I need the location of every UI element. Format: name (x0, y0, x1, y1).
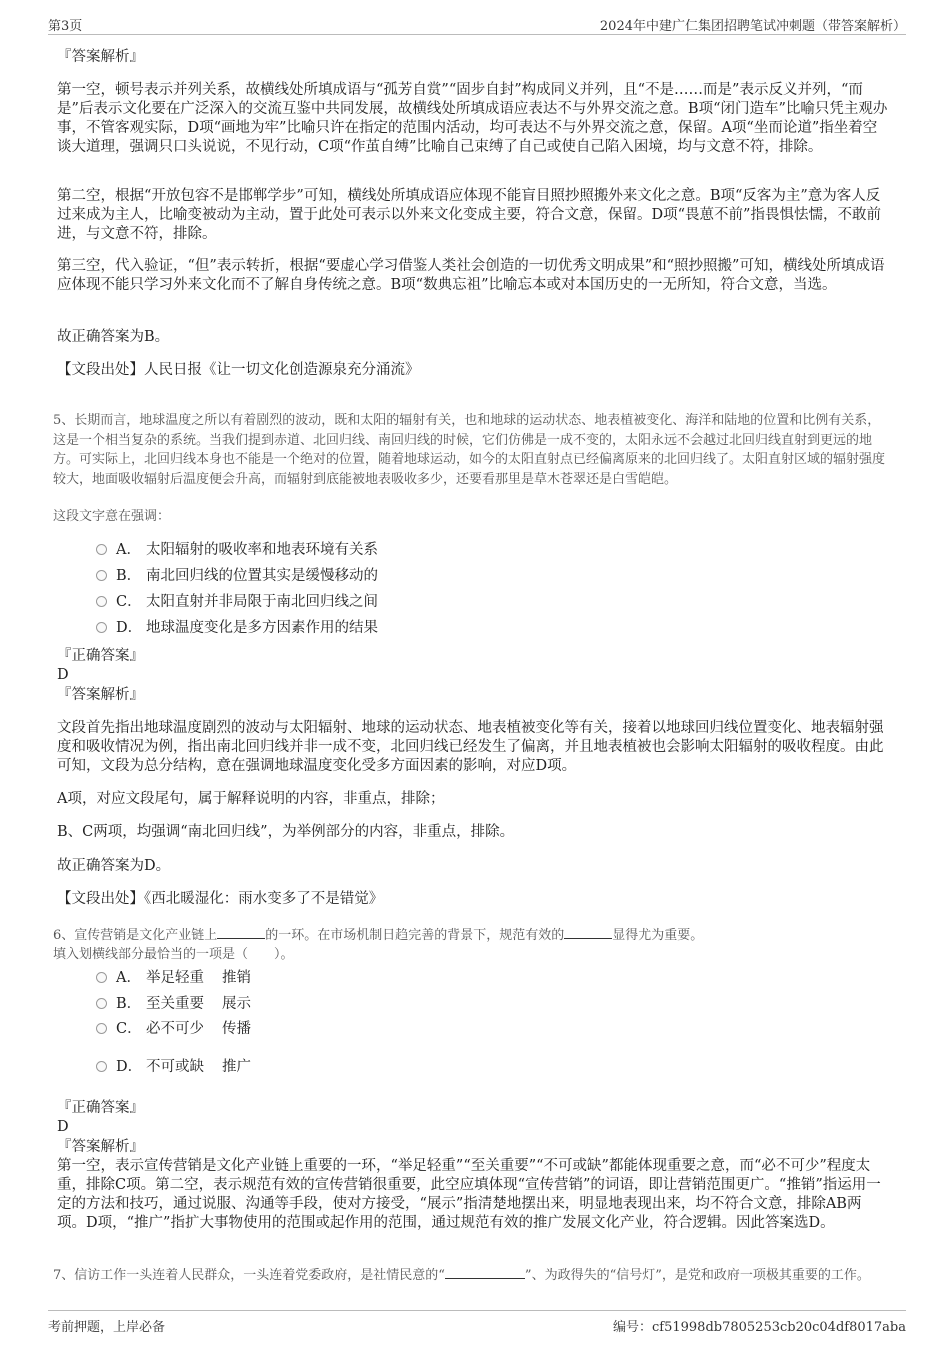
q5-option-a[interactable]: A． 太阳辐射的吸收率和地表环境有关系 (96, 540, 378, 560)
q5-analysis-p3: B、C两项，均强调“南北回归线”，为举例部分的内容，非重点，排除。 (57, 824, 515, 840)
q6-option-a[interactable]: A． 举足轻重 推销 (96, 968, 251, 988)
radio-icon[interactable] (96, 570, 107, 581)
q6-analysis-label: 『答案解析』 (57, 1139, 144, 1155)
q6-question-text: 6、宣传营销是文化产业链上 的一环。在市场机制日趋完善的背景下，规范有效的 显得尤为重要。 (53, 928, 704, 943)
radio-icon[interactable] (96, 596, 107, 607)
document-title: 2024年中建广仁集团招聘笔试冲刺题（带答案解析） (599, 19, 906, 34)
q4-analysis-label: 『答案解析』 (57, 49, 144, 65)
page-header (48, 12, 906, 35)
radio-icon[interactable] (96, 972, 107, 983)
q5-analysis-p1: 文段首先指出地球温度剧烈的波动与太阳辐射、地球的运动状态、地表植被变化等有关，接着以地球回归线位置变化、地表辐射强度和吸收情况为例，指出南北回归线并非一成不变，北回归线已经发生了偏离，并且地表植被也会影响太阳辐射的吸收程度。由此可知，文段为总分结构，意在强调地球温度变化受多方面因素的影响，对应D项。 (57, 720, 884, 774)
q5-answer-label: 『正确答案』 (57, 648, 144, 664)
q5-analysis-p2: A项，对应文段尾句，属于解释说明的内容，非重点，排除； (57, 791, 445, 807)
q5-option-d[interactable]: D． 地球温度变化是多方因素作用的结果 (96, 618, 378, 638)
q5-prompt: 这段文字意在强调： (53, 509, 171, 524)
q5-analysis-label: 『答案解析』 (57, 687, 144, 703)
fill-blank (217, 938, 265, 939)
q4-analysis-p2: 第二空，根据“开放包容不是邯郸学步”可知，横线处所填成语应体现不能盲目照抄照搬外来文化之意。B项“反客为主”意为客人反过来成为主人，比喻变被动为主动，置于此处可表示以外来文化变成主要，符合文意，保留。D项“畏葸不前”指畏惧怯懦，不敢前进，与文意不符，排除。 (57, 188, 881, 242)
q4-source: 【文段出处】人民日报《让一切文化创造源泉充分涌流》 (57, 362, 420, 378)
q4-conclusion: 故正确答案为B。 (57, 329, 170, 345)
document-id: 编号：cf51998db7805253cb20c04df8017aba (613, 1320, 906, 1335)
fill-blank (564, 938, 612, 939)
q6-analysis: 第一空，表示宣传营销是文化产业链上重要的一环，“举足轻重”“至关重要”“不可或缺”都能体现重要之意，而“必不可少”程度太重，排除C项。第二空，表示规范有效的宣传营销很重要，此空应填体现“宣传营销”的词语，即让营销范围更广。“推销”指运用一定的方法和技巧，通过说服、沟通等手段，使对方接受，“展示”指清楚地摆出来，明显地表现出来，均不符合文意，排除AB两项。D项，“推广”指扩大事物使用的范围或起作用的范围，通过规范有效的推广发展文化产业，符合逻辑。因此答案选D。 (57, 1158, 881, 1231)
q5-conclusion: 故正确答案为D。 (57, 858, 171, 874)
q4-analysis-p3: 第三空，代入验证，“但”表示转折，根据“要虚心学习借鉴人类社会创造的一切优秀文明成果”和“照抄照搬”可知，横线处所填成语应体现不能只学习外来文化而不了解自身传统之意。B项“数典忘祖”比喻忘本或对本国历史的一无所知，符合文意，当选。 (57, 258, 885, 293)
page-footer (48, 1310, 906, 1335)
q6-option-c[interactable]: C． 必不可少 传播 (96, 1019, 251, 1039)
q5-answer: D (57, 667, 69, 683)
radio-icon[interactable] (96, 622, 107, 633)
q4-analysis-p1: 第一空，顿号表示并列关系，故横线处所填成语与“孤芳自赏”“固步自封”构成同义并列，且“不是……而是”表示反义并列，“而是”后表示文化要在广泛深入的交流互鉴中共同发展，故横线处所填成语应表达不与外界交流之意。B项“闭门造车”比喻只凭主观办事，不管客观实际，D项“画地为牢”比喻只许在指定的范围内活动，均可表达不与外界交流之意，保留。A项“坐而论道”指坐着空谈大道理，强调只口头说说，不见行动，C项“作茧自缚”比喻自己束缚了自己或使自己陷入困境，均与文意不符，排除。 (57, 82, 888, 155)
page-number: 第3页 (48, 19, 83, 34)
radio-icon[interactable] (96, 1023, 107, 1034)
q5-source: 【文段出处】《西北暖湿化：雨水变多了不是错觉》 (57, 891, 384, 907)
radio-icon[interactable] (96, 998, 107, 1009)
fill-blank (445, 1278, 525, 1279)
q6-option-b[interactable]: B． 至关重要 展示 (96, 994, 251, 1014)
q6-answer: D (57, 1119, 69, 1135)
q6-prompt: 填入划横线部分最恰当的一项是（ ）。 (53, 947, 294, 962)
q5-option-c[interactable]: C． 太阳直射并非局限于南北回归线之间 (96, 592, 378, 612)
radio-icon[interactable] (96, 1061, 107, 1072)
q6-option-d[interactable]: D． 不可或缺 推广 (96, 1057, 251, 1077)
q5-option-b[interactable]: B． 南北回归线的位置其实是缓慢移动的 (96, 566, 378, 586)
footer-slogan: 考前押题，上岸必备 (48, 1320, 166, 1335)
radio-icon[interactable] (96, 544, 107, 555)
q6-answer-label: 『正确答案』 (57, 1100, 144, 1116)
q7-question-text: 7、信访工作一头连着人民群众，一头连着党委政府，是社情民意的“ ”、为政得失的“信号灯”，是党和政府一项极其重要的工作。 (53, 1268, 870, 1283)
q5-question-text: 5、长期而言，地球温度之所以有着剧烈的波动，既和太阳的辐射有关，也和地球的运动状态、地表植被变化、海洋和陆地的位置和比例有关系，这是一个相当复杂的系统。当我们提到赤道、北回归线、南回归线的时候，它们仿佛是一成不变的，太阳永远不会越过北回归线直射到更远的地方。可实际上，北回归线本身也不能是一个绝对的位置，随着地球运动，如今的太阳直射点已经偏离原来的北回归线了。太阳直射区域的辐射强度较大，地面吸收辐射后温度便会升高，而辐射到底能被地表吸收多少，还要看那里是草木苍翠还是白雪皑皑。 (53, 413, 886, 487)
